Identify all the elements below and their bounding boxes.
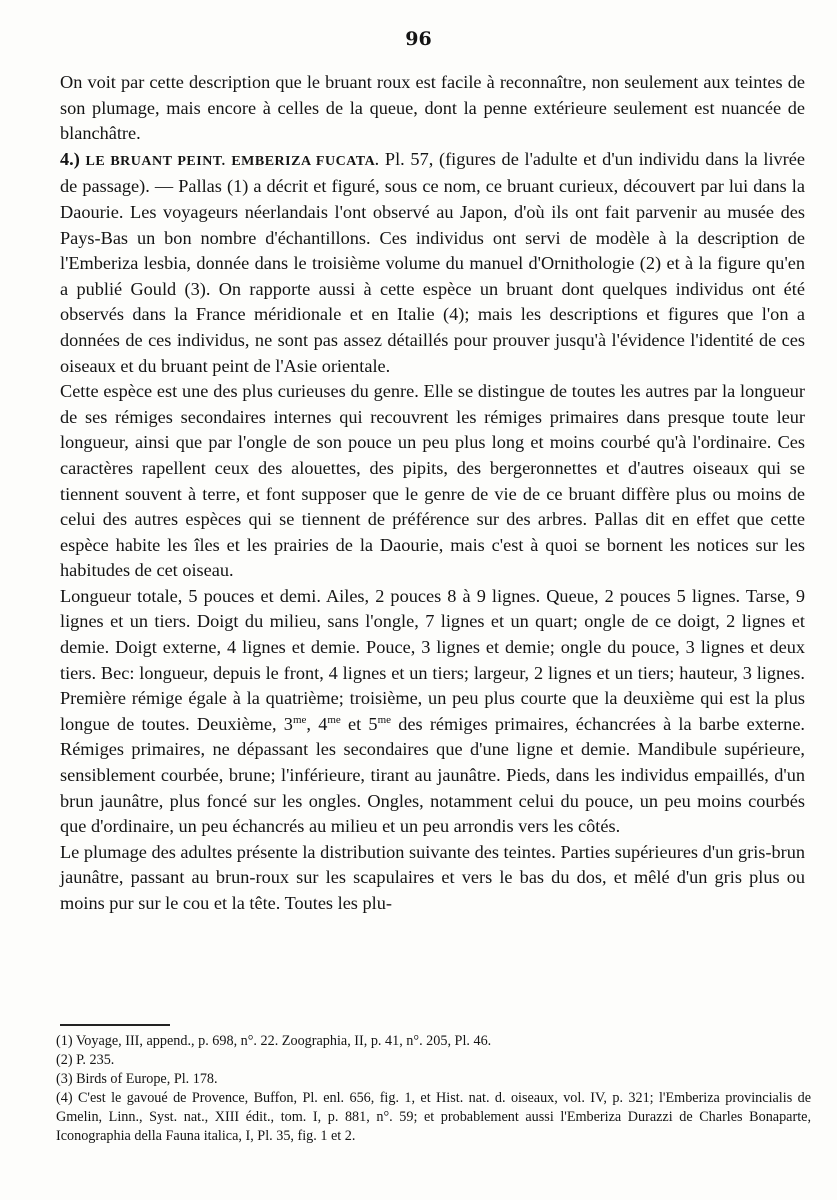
measurements-text-c: et 5	[340, 713, 378, 734]
body-text	[60, 70, 805, 917]
superscript-me-3: me	[377, 713, 392, 726]
footnote-3	[56, 1070, 811, 1089]
footnote-1	[56, 1032, 811, 1051]
footnote-separator	[60, 1024, 170, 1026]
species-entry-text: Pl. 57, (figures de l'adulte et d'un individu dans la livrée de passage). — Pallas (1) a décrit et figuré, sous ce nom, ce bruant curieux, découvert par lui dans la Daourie. Les voyageurs néerlandais l'ont observé au Japon, d'où ils ont fait parvenir au musée des Pays-Bas un bon nombre d'échantillons. Ces individus ont servi de modèle à la description de l'Emberiza lesbia, donnée dans le troisième volume du manuel d'Ornithologie (2) et à la figure qu'en a publié Gould (3). On rapporte aussi à cette espèce un bruant dont quelques individus ont été observés dans la France méridionale et en Italie (4); mais les descriptions et figures que l'on a données de ces individus, ne sont pas assez détaillés pour prouver jusqu'à l'évidence l'identité de ces oiseaux et du bruant peint de l'Asie orientale.	[60, 148, 805, 376]
paragraph-measurements	[60, 584, 805, 840]
footnote-mark: (4)	[56, 1090, 73, 1106]
page-number: 96	[405, 28, 432, 50]
paragraph-plumage: Le plumage des adultes présente la distribution suivante des teintes. Parties supérieures d'un gris-brun jaunâtre, passant au brun-roux sur les scapulaires et vers le bas du dos, et mêlé d'un gris plus ou moins pur sur le cou et la tête. Toutes les plu-	[60, 841, 805, 913]
superscript-me-2: me	[327, 713, 341, 726]
footnote-text: C'est le gavoué de Provence, Buffon, Pl. enl. 656, fig. 1, et Hist. nat. d. oiseaux, vol. IV, p. 321; l'Emberiza provincialis de Gmelin, Linn., Syst. nat., XIII édit., tom. I, p. 881, n°. 59; et probablement aussi l'Emberiza Durazzi de Charles Bonaparte, Iconographia della Fauna italica, I, Pl. 35, fig. 1 et 2.	[56, 1090, 811, 1144]
species-name-latin: EMBERIZA FUCATA.	[231, 153, 380, 169]
footnote-mark: (1)	[56, 1033, 73, 1049]
species-name-french: LE BRUANT PEINT.	[85, 153, 226, 169]
footnote-text: P. 235.	[76, 1052, 115, 1068]
measurements-text-b: , 4	[306, 713, 328, 734]
measurements-text-a: Longueur totale, 5 pouces et demi. Ailes, 2 pouces 8 à 9 lignes. Queue, 2 pouces 5 lignes. Tarse, 9 lignes et un tiers. Doigt du milieu, sans l'ongle, 7 lignes et un quart; ongle de ce doigt, 2 lignes et demie. Doigt externe, 4 lignes et demie. Pouce, 3 lignes et demie; ongle du pouce, 3 lignes et deux tiers. Bec: longueur, depuis le front, 4 lignes et un tiers; largeur, 2 lignes et un tiers; hauteur, 3 lignes. Première rémige égale à la quatrième; troisième, un peu plus courte que la deuxième qui est la plus longue de toutes. Deuxième, 3	[60, 585, 805, 734]
footnote-2	[56, 1051, 811, 1070]
paragraph-intro: On voit par cette description que le bruant roux est facile à reconnaître, non seulement aux teintes de son plumage, mais encore à celles de la queue, dont la penne extérieure seulement est nuancée de blanchâtre.	[60, 72, 805, 144]
paragraph-characteristics: Cette espèce est une des plus curieuses du genre. Elle se distingue de toutes les autres par la longueur de ses rémiges secondaires internes qui recouvrent les rémiges primaires dans presque toute leur longueur, ainsi que par l'ongle de son pouce un peu plus long et moins courbé qu'à l'ordinaire. Ces caractères rapellent ceux des alouettes, des pipits, des bergeronnettes et d'autres oiseaux qui se tiennent souvent à terre, et font supposer que le genre de vie de ce bruant diffère plus ou moins de celui des autres espèces qui se tiennent de préférence sur des arbres. Pallas dit en effet que cette espèce habite les îles et les prairies de la Daourie, mais c'est à quoi se bornent les notices sur les habitudes de cet oiseau.	[60, 381, 805, 581]
footnote-4	[56, 1089, 811, 1146]
footnote-mark: (2)	[56, 1052, 73, 1068]
footnote-text: Birds of Europe, Pl. 178.	[76, 1071, 218, 1087]
footnote-text: Voyage, III, append., p. 698, n°. 22. Zoographia, II, p. 41, n°. 205, Pl. 46.	[75, 1033, 492, 1049]
superscript-me-1: me	[292, 713, 307, 726]
footnotes	[56, 1032, 811, 1146]
species-number: 4.)	[60, 148, 80, 169]
footnote-mark: (3)	[56, 1071, 73, 1087]
measurements-text-d: des rémiges primaires, échancrées à la barbe externe. Rémiges primaires, ne dépassant les secondaires que d'une ligne et demie. Mandibule supérieure, sensiblement courbée, brune; l'inférieure, tirant au jaunâtre. Pieds, dans les individus empaillés, d'un brun jaunâtre, plus foncé sur les ongles. Ongles, notamment celui du pouce, un peu moins courbés que d'ordinaire, un peu échancrés au milieu et un peu arrondis vers les côtés.	[60, 713, 806, 837]
paragraph-species-entry	[60, 147, 805, 379]
